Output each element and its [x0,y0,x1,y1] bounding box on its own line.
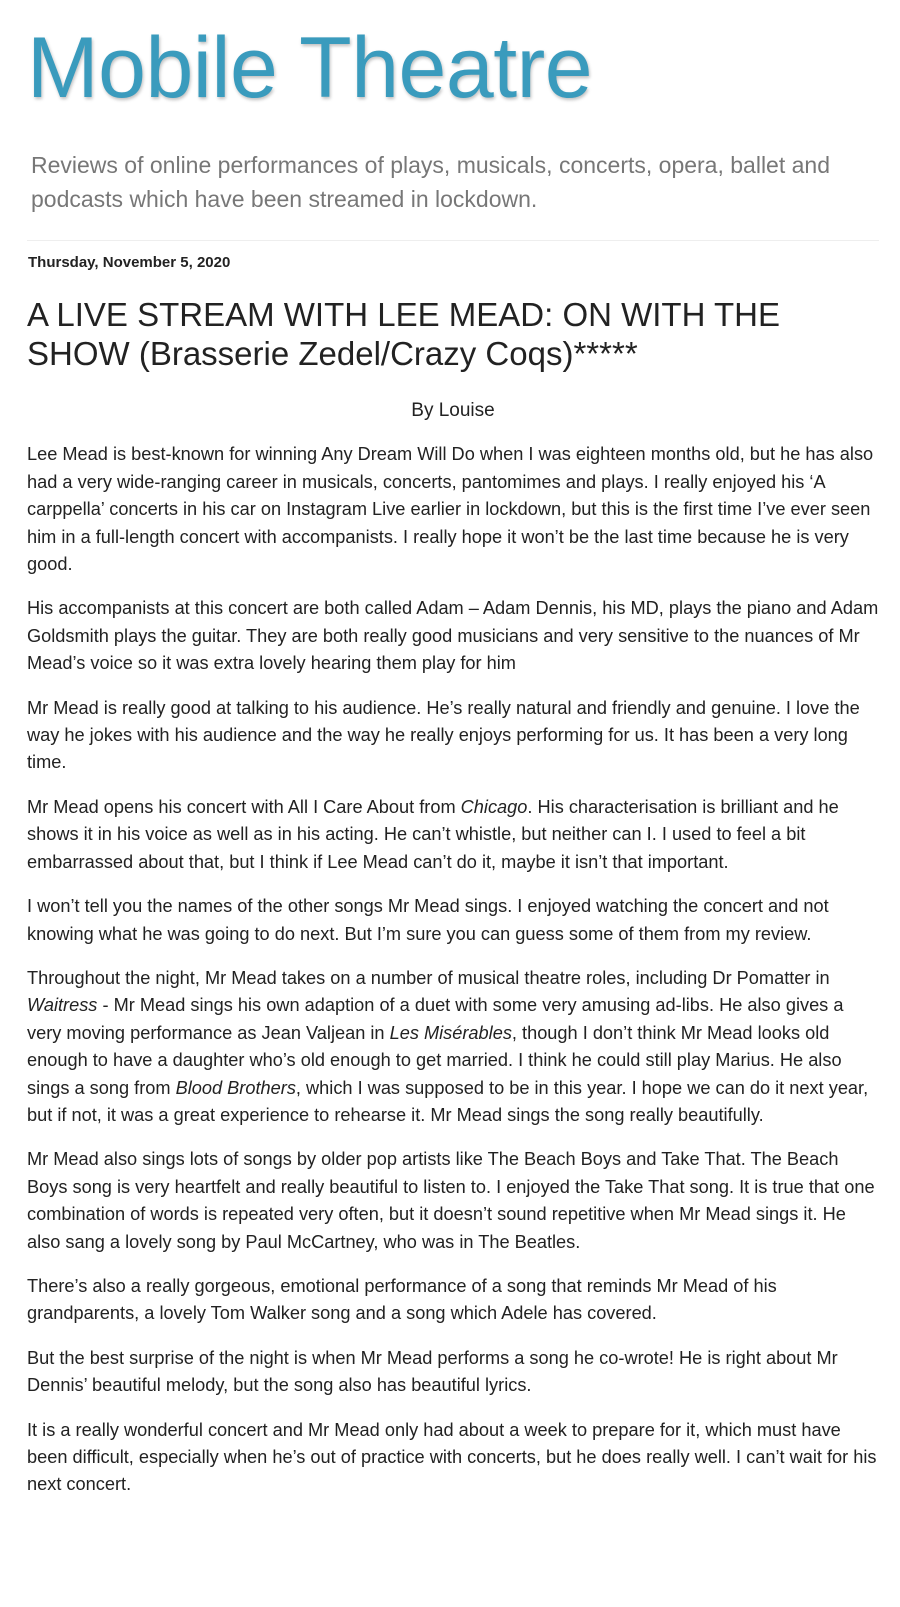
show-title-les-miserables: Les Misérables [389,1022,512,1043]
show-title-blood-brothers: Blood Brothers [175,1077,296,1098]
post-paragraph: His accompanists at this concert are both called Adam – Adam Dennis, his MD, plays the piano and Adam Goldsmith plays the guitar. They are both really good musicians and very sensitive to the nuances of Mr Mead’s voice so it was extra lovely hearing them play for him [27,598,879,674]
blog-title[interactable]: Mobile Theatre [27,20,593,116]
show-title-chicago: Chicago [460,796,528,817]
post-date: Thursday, November 5, 2020 [28,254,231,271]
post-paragraph: I won’t tell you the names of the other songs Mr Mead sings. I enjoyed watching the concert and not knowing what he was going to do next. But I’m sure you can guess some of them from my review. [27,896,829,944]
paragraph-text: - Mr Mead sings his own adaption of a duet with some very amusing ad-libs. He also gives a very moving performance as Jean Valjean in [27,995,844,1043]
post-paragraph: It is a really wonderful concert and Mr Mead only had about a week to prepare for it, which must have been difficult, especially when he’s out of practice with concerts, but he does really well. I can’t wait for his next concert. [27,1419,877,1495]
post-title[interactable]: A LIVE STREAM WITH LEE MEAD: ON WITH THE SHOW (Brasserie Zedel/Crazy Coqs)***** [27,296,780,372]
paragraph-text: Mr Mead opens his concert with All I Care About from [27,796,461,817]
paragraph-text: Throughout the night, Mr Mead takes on a number of musical theatre roles, including Dr Pomatter in [27,967,830,988]
post-byline: By Louise [411,400,495,421]
post-paragraph: Lee Mead is best-known for winning Any Dream Will Do when I was eighteen months old, but he has also had a very wide-ranging career in musicals, concerts, pantomimes and plays. I really enjoyed his ‘A carppella’ concerts in his car on Instagram Live earlier in lockdown, but this is the first time I’ve ever seen him in a full-length concert with accompanists. I really hope it won’t be the last time because he is very good. [27,444,874,575]
post-paragraph [27,794,879,876]
blog-description: Reviews of online performances of plays, musicals, concerts, opera, ballet and podcasts which have been streamed in lockdown. [31,152,831,212]
paragraph-text: , though I don’t think Mr Mead looks old enough to have a daughter who’s old enough to get married. I think he could still play Marius. He also sings a song from [27,1022,842,1098]
paragraph-text: . His characterisation is brilliant and he shows it in his voice as well as in his acting. He can’t whistle, but neither can I. I used to feel a bit embarrassed about that, but I think if Lee Mead can’t do it, maybe it isn’t that important. [27,796,839,872]
paragraph-text: , which I was supposed to be in this year. I hope we can do it next year, but if not, it was a great experience to rehearse it. Mr Mead sings the song really beautifully. [27,1077,869,1125]
post-paragraph: But the best surprise of the night is when Mr Mead performs a song he co-wrote! He is right about Mr Dennis’ beautiful melody, but the song also has beautiful lyrics. [27,1347,838,1396]
post-body [27,397,879,1499]
header-divider [27,240,879,241]
post-paragraph: There’s also a really gorgeous, emotional performance of a song that reminds Mr Mead of his grandparents, a lovely Tom Walker song and a song which Adele has covered. [27,1275,777,1324]
post-paragraph [27,965,879,1129]
post-paragraph: Mr Mead is really good at talking to his audience. He’s really natural and friendly and genuine. I love the way he jokes with his audience and the way he really enjoys performing for us. It has been a very long time. [27,697,860,773]
post-paragraph: Mr Mead also sings lots of songs by older pop artists like The Beach Boys and Take That. The Beach Boys song is very heartfelt and really beautiful to listen to. I enjoyed the Take That song. It is true that one combination of words is repeated very often, but it doesn’t sound repetitive when Mr Mead sings it. He also sang a lovely song by Paul McCartney, who was in The Beatles. [27,1149,875,1252]
show-title-waitress: Waitress [27,995,98,1016]
